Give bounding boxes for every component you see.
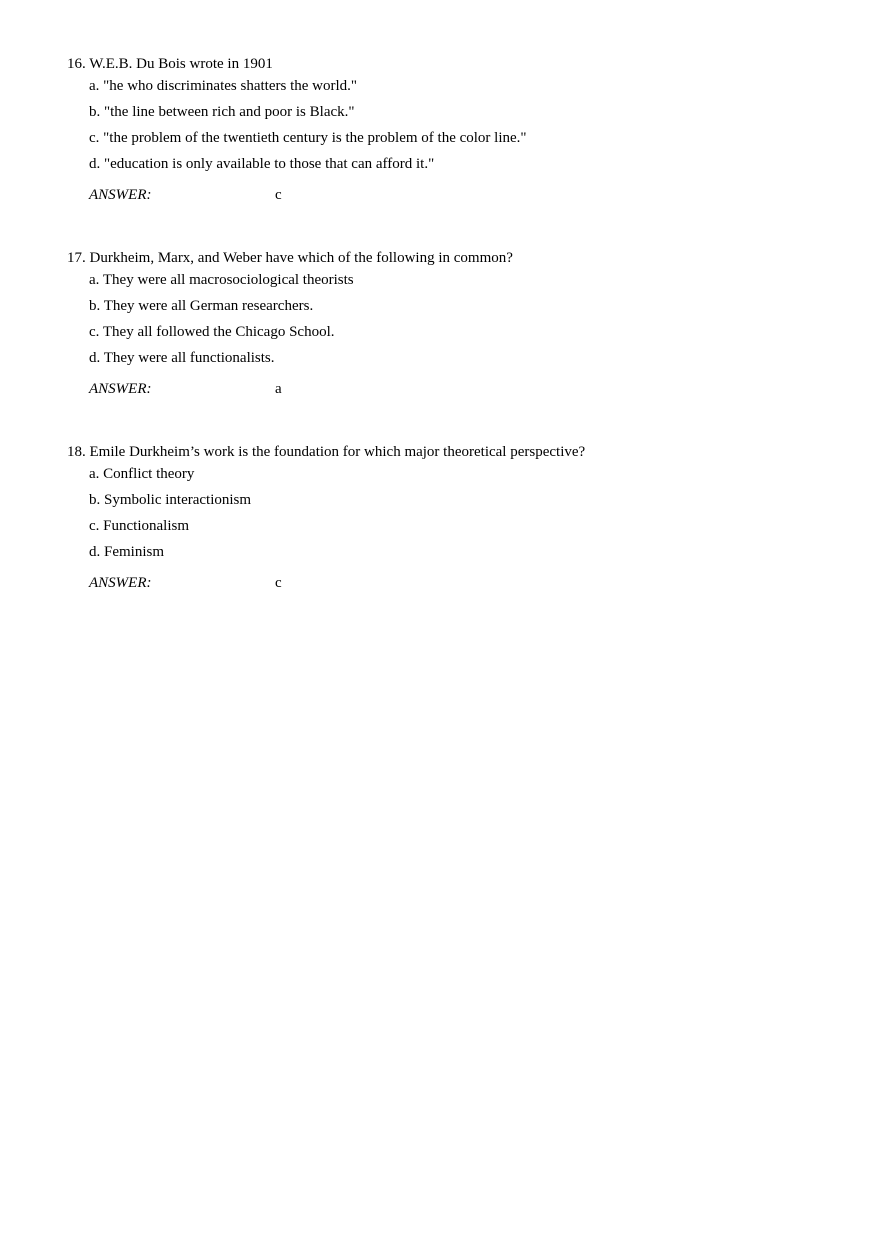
option-d: d. "education is only available to those that can afford it."	[89, 156, 435, 172]
question-stem: 18. Emile Durkheim’s work is the foundation for which major theoretical perspective?	[67, 444, 586, 460]
option-c: c. They all followed the Chicago School.	[89, 324, 335, 340]
question-18	[67, 443, 827, 592]
option-b: b. "the line between rich and poor is Black."	[89, 104, 355, 120]
answer-label: ANSWER:	[89, 575, 152, 591]
answer-value: a	[275, 381, 282, 397]
option-d: d. Feminism	[89, 544, 165, 560]
option-a: a. They were all macrosociological theorists	[89, 272, 354, 288]
answer-row	[67, 186, 827, 204]
option-list	[67, 267, 827, 371]
option-a: a. Conflict theory	[89, 466, 195, 482]
answer-value: c	[275, 575, 282, 591]
option-d: d. They were all functionalists.	[89, 350, 275, 366]
answer-row	[67, 574, 827, 592]
question-17	[67, 249, 827, 398]
question-16	[67, 55, 827, 204]
answer-label: ANSWER:	[89, 381, 152, 397]
question-stem: 16. W.E.B. Du Bois wrote in 1901	[67, 56, 273, 72]
answer-value: c	[275, 187, 282, 203]
question-stem: 17. Durkheim, Marx, and Weber have which of the following in common?	[67, 250, 513, 266]
option-list	[67, 461, 827, 565]
option-c: c. "the problem of the twentieth century is the problem of the color line."	[89, 130, 527, 146]
option-list	[67, 73, 827, 177]
answer-row	[67, 380, 827, 398]
option-b: b. They were all German researchers.	[89, 298, 314, 314]
option-c: c. Functionalism	[89, 518, 189, 534]
option-a: a. "he who discriminates shatters the world."	[89, 78, 358, 94]
option-b: b. Symbolic interactionism	[89, 492, 252, 508]
answer-label: ANSWER:	[89, 187, 152, 203]
